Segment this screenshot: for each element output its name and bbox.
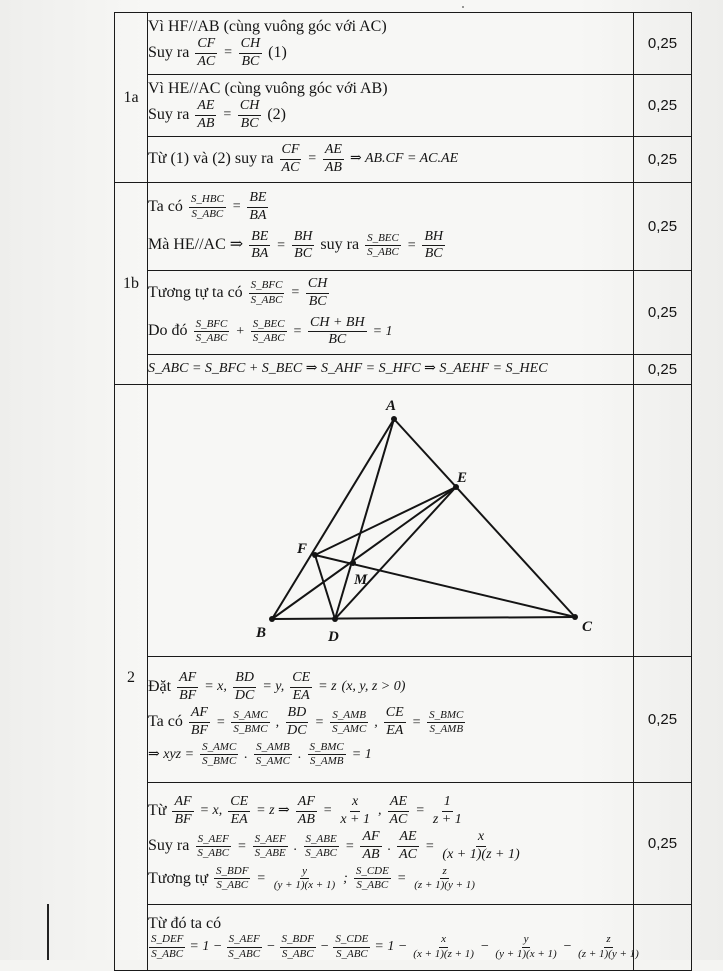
part-label-1b: 1b	[115, 183, 148, 385]
score: 0,25	[634, 183, 692, 271]
segment-AC	[394, 419, 575, 617]
num: CE	[290, 671, 312, 688]
table-row	[115, 783, 692, 905]
den: BC	[424, 246, 443, 262]
row-1b-2: Tương tự ta có $\frac{\text{S\_BFC}}{\text{S\_ABC}}$ = $\frac{CH}{BC}$ Do đó $\frac{\text{S\_BFC}}{\text{S\_ABC}}$ + $\frac{\text{S\_BEC}}{\text{S\_ABC}}$ = $\frac{CH + BH}{BC}$ = 1	[148, 271, 634, 355]
fraction	[354, 866, 391, 892]
table-row	[115, 385, 692, 657]
fraction	[308, 742, 346, 768]
segment-DE	[335, 487, 456, 619]
num: CE	[228, 795, 250, 812]
num: BH	[422, 230, 445, 247]
den: DC	[234, 687, 255, 703]
label-F: F	[297, 541, 308, 557]
statement: Vì HE//AC (cùng vuông góc với AB)	[148, 79, 388, 97]
fraction	[330, 710, 368, 736]
num: S_AMB	[330, 710, 368, 724]
num: S_BEC	[365, 233, 401, 247]
row-2-3: Từ đó ta có $\frac{\text{S\_DEF}}{\text{S\_ABC}}$ = 1 − $\frac{\text{S\_AEF}}{\text{S\_ABC}}$ − $\frac{\text{S\_BDF}}{\text{S\_ABC}}$ − $\frac{\text{S\_CDE}}{\text{S\_ABC}}$ = 1 − $\frac{x}{(x + 1)(z + 1)}$ − $\frac{y}{(y + 1)(x + 1)}$ − $\frac{z}{(z + 1)(y + 1)}$	[148, 905, 634, 971]
area-identity: S_ABC = S_BFC + S_BEC ⇒ S_AHF = S_HFC ⇒ S_AEHF = S_HEC	[148, 361, 548, 377]
table-row	[115, 355, 692, 385]
den: (z + 1)(y + 1)	[578, 947, 639, 960]
den: (y + 1)(x + 1)	[495, 947, 557, 960]
fraction	[195, 99, 216, 131]
num: S_HBC	[189, 194, 226, 208]
fraction	[431, 795, 464, 827]
num: BD	[233, 671, 256, 688]
text: Tương tự	[148, 869, 209, 887]
num: S_BFC	[249, 280, 285, 294]
fraction	[493, 934, 558, 960]
text: = x,	[199, 803, 223, 819]
den: AB	[197, 115, 215, 131]
num: S_AEF	[196, 834, 231, 848]
row-1b-3	[148, 355, 634, 385]
fraction	[384, 706, 406, 738]
score: 0,25	[634, 13, 692, 75]
table-row	[115, 271, 692, 355]
fraction	[308, 316, 367, 348]
den: x + 1	[340, 811, 370, 827]
fraction	[280, 934, 316, 960]
eq: =	[222, 107, 232, 123]
den: AC	[281, 160, 300, 175]
fraction	[195, 37, 217, 69]
fraction	[411, 934, 476, 960]
condition: (x, y, z > 0)	[341, 679, 406, 695]
table-row	[115, 13, 692, 75]
eq: =	[290, 285, 300, 301]
fraction	[231, 710, 269, 736]
eq: =	[307, 151, 317, 167]
den: EA	[292, 687, 310, 703]
fraction	[296, 795, 317, 827]
num: S_AMC	[231, 710, 269, 724]
text: = z	[318, 679, 337, 695]
segment-FE	[315, 487, 456, 555]
den: S_ABC	[281, 947, 314, 960]
fraction	[254, 742, 292, 768]
num: AE	[397, 830, 418, 847]
fraction	[290, 671, 312, 703]
num: BE	[247, 191, 268, 208]
eq: =	[223, 45, 233, 61]
den: EA	[230, 811, 248, 827]
den: AB	[324, 160, 342, 175]
table-row	[115, 657, 692, 783]
text: = z ⇒	[256, 803, 290, 819]
fraction	[272, 866, 337, 892]
num: S_BDF	[214, 866, 250, 880]
fraction	[285, 706, 308, 738]
eq: =	[322, 803, 333, 819]
den: S_ABC	[191, 207, 224, 220]
den: z + 1	[432, 811, 462, 827]
den: (z + 1)(y + 1)	[414, 879, 475, 892]
statement: Vì HF//AB (cùng vuông góc với AC)	[148, 17, 387, 35]
point-D	[332, 616, 338, 622]
text: = y,	[262, 679, 285, 695]
den: BC	[294, 246, 313, 262]
den: BC	[328, 332, 347, 348]
eq: =	[415, 803, 425, 819]
text: Từ đó ta có	[148, 914, 222, 932]
num: z	[440, 866, 448, 880]
num: x	[350, 795, 360, 812]
den: AC	[399, 847, 417, 863]
score: 0,25	[634, 271, 692, 355]
eq: =	[231, 199, 242, 215]
text: = 1	[351, 746, 372, 762]
label-E: E	[457, 470, 468, 486]
den: AC	[389, 811, 408, 827]
den: (y + 1)(x + 1)	[273, 879, 336, 892]
text: Từ (1) và (2) suy ra	[148, 150, 274, 168]
fraction	[292, 230, 315, 262]
fraction	[253, 834, 288, 860]
den: S_ABC	[151, 947, 184, 960]
row-2-2: Từ $\frac{AF}{BF}$ = x, $\frac{CE}{EA}$ = z ⇒ $\frac{AF}{AB}$ = $\frac{x}{x + 1}$ , $\frac{AE}{AC}$ = $\frac{1}{z + 1}$ Suy ra $\frac{\text{S\_AEF}}{\text{S\_ABC}}$ = $\frac{\text{S\_AEF}}{\text{S\_ABE}}$ . $\frac{\text{S\_ABE}}{\text{S\_ABC}}$ = $\frac{AF}{AB}$ . $\frac{AE}{AC}$ = $\frac{x}{(x + 1)(z + 1)}$ Tương tự $\frac{\text{S\_BDF}}{\text{S\_ABC}}$ = $\frac{y}{(y + 1)(x + 1)}$ ; $\frac{\text{S\_CDE}}{\text{S\_ABC}}$ = $\frac{z}{(z + 1)(y + 1)}$	[148, 783, 634, 905]
num: AE	[323, 143, 344, 160]
score: 0,25	[634, 75, 692, 137]
fraction	[303, 834, 339, 860]
fraction	[388, 795, 410, 827]
den: S_AMC	[255, 755, 291, 768]
num: x	[476, 830, 486, 847]
figure-cell	[148, 385, 634, 657]
label-C: C	[582, 619, 593, 635]
den: AB	[362, 847, 380, 863]
num: BD	[286, 706, 309, 723]
num: z	[604, 934, 612, 948]
text: Từ	[148, 802, 167, 820]
tag: (2)	[267, 105, 286, 123]
solution-table	[114, 12, 692, 971]
den: S_ABC	[305, 847, 338, 860]
fraction	[251, 319, 287, 345]
den: BA	[251, 246, 269, 262]
num: S_BFC	[194, 319, 230, 333]
num: S_AMC	[200, 742, 238, 756]
den: BA	[249, 207, 267, 223]
row-1a-1	[148, 13, 634, 75]
num: CE	[384, 706, 406, 723]
fraction	[440, 830, 521, 862]
num: CH	[238, 99, 261, 116]
num: x	[439, 934, 448, 948]
fraction	[233, 671, 256, 703]
fraction	[365, 233, 401, 259]
fraction	[214, 866, 250, 892]
num: CH	[306, 277, 329, 294]
table-row	[115, 75, 692, 137]
margin-mark	[47, 904, 49, 960]
score: 0,25	[634, 355, 692, 385]
num: AF	[296, 795, 317, 812]
point-F	[312, 552, 318, 558]
num: S_DEF	[149, 934, 185, 948]
text: ⇒ xyz =	[148, 746, 195, 762]
num: 1	[442, 795, 453, 812]
fraction	[412, 866, 477, 892]
label-D: D	[328, 629, 339, 645]
den: (x + 1)(z + 1)	[413, 947, 474, 960]
text: Suy ra	[148, 105, 190, 123]
point-A	[391, 416, 397, 422]
fraction	[427, 710, 465, 736]
score: 0,25	[634, 657, 692, 783]
num: S_CDE	[354, 866, 391, 880]
num: AE	[195, 99, 216, 116]
text: = 1 −	[374, 939, 408, 955]
score: 0,25	[634, 783, 692, 905]
den: S_AMC	[332, 723, 367, 736]
row-1a-2	[148, 75, 634, 137]
point-B	[269, 616, 275, 622]
fraction	[238, 99, 261, 131]
text: Đặt	[148, 678, 172, 696]
text: = x,	[204, 679, 227, 695]
score-empty	[634, 385, 692, 657]
fraction	[249, 230, 270, 262]
den: AB	[297, 811, 315, 827]
fraction	[172, 795, 193, 827]
num: S_AMB	[254, 742, 292, 756]
fraction	[194, 319, 230, 345]
fraction	[149, 934, 185, 960]
fraction	[228, 795, 250, 827]
fraction	[280, 143, 302, 175]
fraction	[195, 834, 231, 860]
conclusion: ⇒ AB.CF = AC.AE	[349, 151, 459, 167]
text: Mà HE//AC ⇒	[148, 236, 244, 254]
num: y	[522, 934, 531, 948]
fraction	[397, 830, 419, 862]
fraction	[239, 37, 262, 69]
den: S_ABC	[335, 947, 368, 960]
num: S_ABE	[304, 834, 339, 848]
table-row	[115, 183, 692, 271]
text: Tương tự ta có	[148, 284, 243, 302]
num: S_BMC	[427, 710, 465, 724]
num: S_CDE	[333, 934, 370, 948]
point-C	[572, 614, 578, 620]
num: S_AEF	[227, 934, 262, 948]
part-label-1a: 1a	[115, 13, 148, 183]
fraction	[177, 671, 198, 703]
den: BC	[240, 115, 259, 131]
point-M	[350, 560, 356, 566]
num: CH	[239, 37, 262, 54]
score-empty	[634, 905, 692, 971]
segment-BC	[272, 617, 575, 619]
num: CF	[280, 143, 302, 160]
tag: (1)	[268, 43, 287, 61]
num: S_BMC	[308, 742, 346, 756]
num: S_BDF	[280, 934, 316, 948]
segment-AD	[335, 419, 394, 619]
den: S_AMB	[309, 755, 344, 768]
part-label-2: 2	[115, 385, 148, 971]
num: BH	[292, 230, 315, 247]
fraction	[249, 280, 285, 306]
den: S_BMC	[233, 723, 268, 736]
label-M: M	[354, 572, 368, 588]
fraction	[247, 191, 268, 223]
num: AE	[388, 795, 409, 812]
num: BE	[249, 230, 270, 247]
num: S_BEC	[251, 319, 287, 333]
triangle-figure	[148, 385, 634, 651]
fraction	[333, 934, 370, 960]
num: AF	[360, 830, 381, 847]
num: S_AEF	[253, 834, 288, 848]
den: S_ABC	[216, 879, 249, 892]
den: BF	[179, 687, 197, 703]
fraction	[422, 230, 445, 262]
den: S_ABC	[367, 246, 399, 259]
fraction	[338, 795, 372, 827]
fraction	[576, 934, 641, 960]
label-A: A	[386, 398, 397, 414]
den: BF	[190, 723, 208, 739]
row-1b-1: Ta có $\frac{\text{S\_HBC}}{\text{S\_ABC}}$ = $\frac{BE}{BA}$ Mà HE//AC ⇒ $\frac{BE}{BA}$ = $\frac{BH}{BC}$ suy ra $\frac{\text{S\_BEC}}{\text{S\_ABC}}$ = $\frac{BH}{BC}$	[148, 183, 634, 271]
text: Suy ra	[148, 837, 190, 855]
text: Ta có	[148, 198, 183, 216]
fraction	[306, 277, 329, 309]
text: Do đó	[148, 322, 188, 340]
fraction	[200, 742, 238, 768]
text: suy ra	[320, 236, 360, 254]
text: = 1 −	[189, 939, 223, 955]
den: S_ABC	[250, 293, 283, 306]
label-B: B	[256, 625, 267, 641]
num: AF	[177, 671, 198, 688]
den: S_ABE	[254, 847, 286, 860]
segment-AB	[272, 419, 394, 619]
num: AF	[189, 706, 210, 723]
den: S_ABC	[197, 847, 230, 860]
den: S_ABC	[195, 332, 228, 345]
den: S_AMB	[429, 723, 464, 736]
fraction	[189, 706, 210, 738]
text: Ta có	[148, 713, 183, 731]
den: S_ABC	[252, 332, 285, 345]
den: AC	[197, 53, 216, 69]
den: S_ABC	[356, 879, 389, 892]
num: CF	[195, 37, 217, 54]
fraction	[323, 143, 344, 175]
den: EA	[386, 723, 404, 739]
fraction	[360, 830, 381, 862]
fraction	[189, 194, 226, 220]
row-1a-3	[148, 137, 634, 183]
den: S_ABC	[228, 947, 261, 960]
den: DC	[287, 723, 307, 739]
den: (x + 1)(z + 1)	[442, 847, 520, 863]
den: S_BMC	[202, 755, 237, 768]
den: BF	[174, 811, 192, 827]
score: 0,25	[634, 137, 692, 183]
num: AF	[172, 795, 193, 812]
plus: +	[235, 323, 245, 339]
fraction	[226, 934, 262, 960]
den: BC	[308, 293, 327, 309]
table-row	[115, 905, 692, 971]
num: y	[300, 866, 309, 880]
text: = 1	[372, 323, 393, 339]
table-row	[115, 137, 692, 183]
num: CH + BH	[308, 316, 367, 333]
text: Suy ra	[148, 43, 190, 61]
den: BC	[241, 53, 260, 69]
row-2-1: Đặt $\frac{AF}{BF}$ = x, $\frac{BD}{DC}$ = y, $\frac{CE}{EA}$ = z (x, y, z > 0) Ta có $\frac{AF}{BF}$ = $\frac{\text{S\_AMC}}{\text{S\_BMC}}$ , $\frac{BD}{DC}$ = $\frac{\text{S\_AMB}}{\text{S\_AMC}}$ , $\frac{CE}{EA}$ = $\frac{\text{S\_BMC}}{\text{S\_AMB}}$ ⇒ xyz = $\frac{\text{S\_AMC}}{\text{S\_BMC}}$ . $\frac{\text{S\_AMB}}{\text{S\_AMC}}$ . $\frac{\text{S\_BMC}}{\text{S\_AMB}}$ = 1	[148, 657, 634, 783]
speck	[462, 6, 464, 8]
